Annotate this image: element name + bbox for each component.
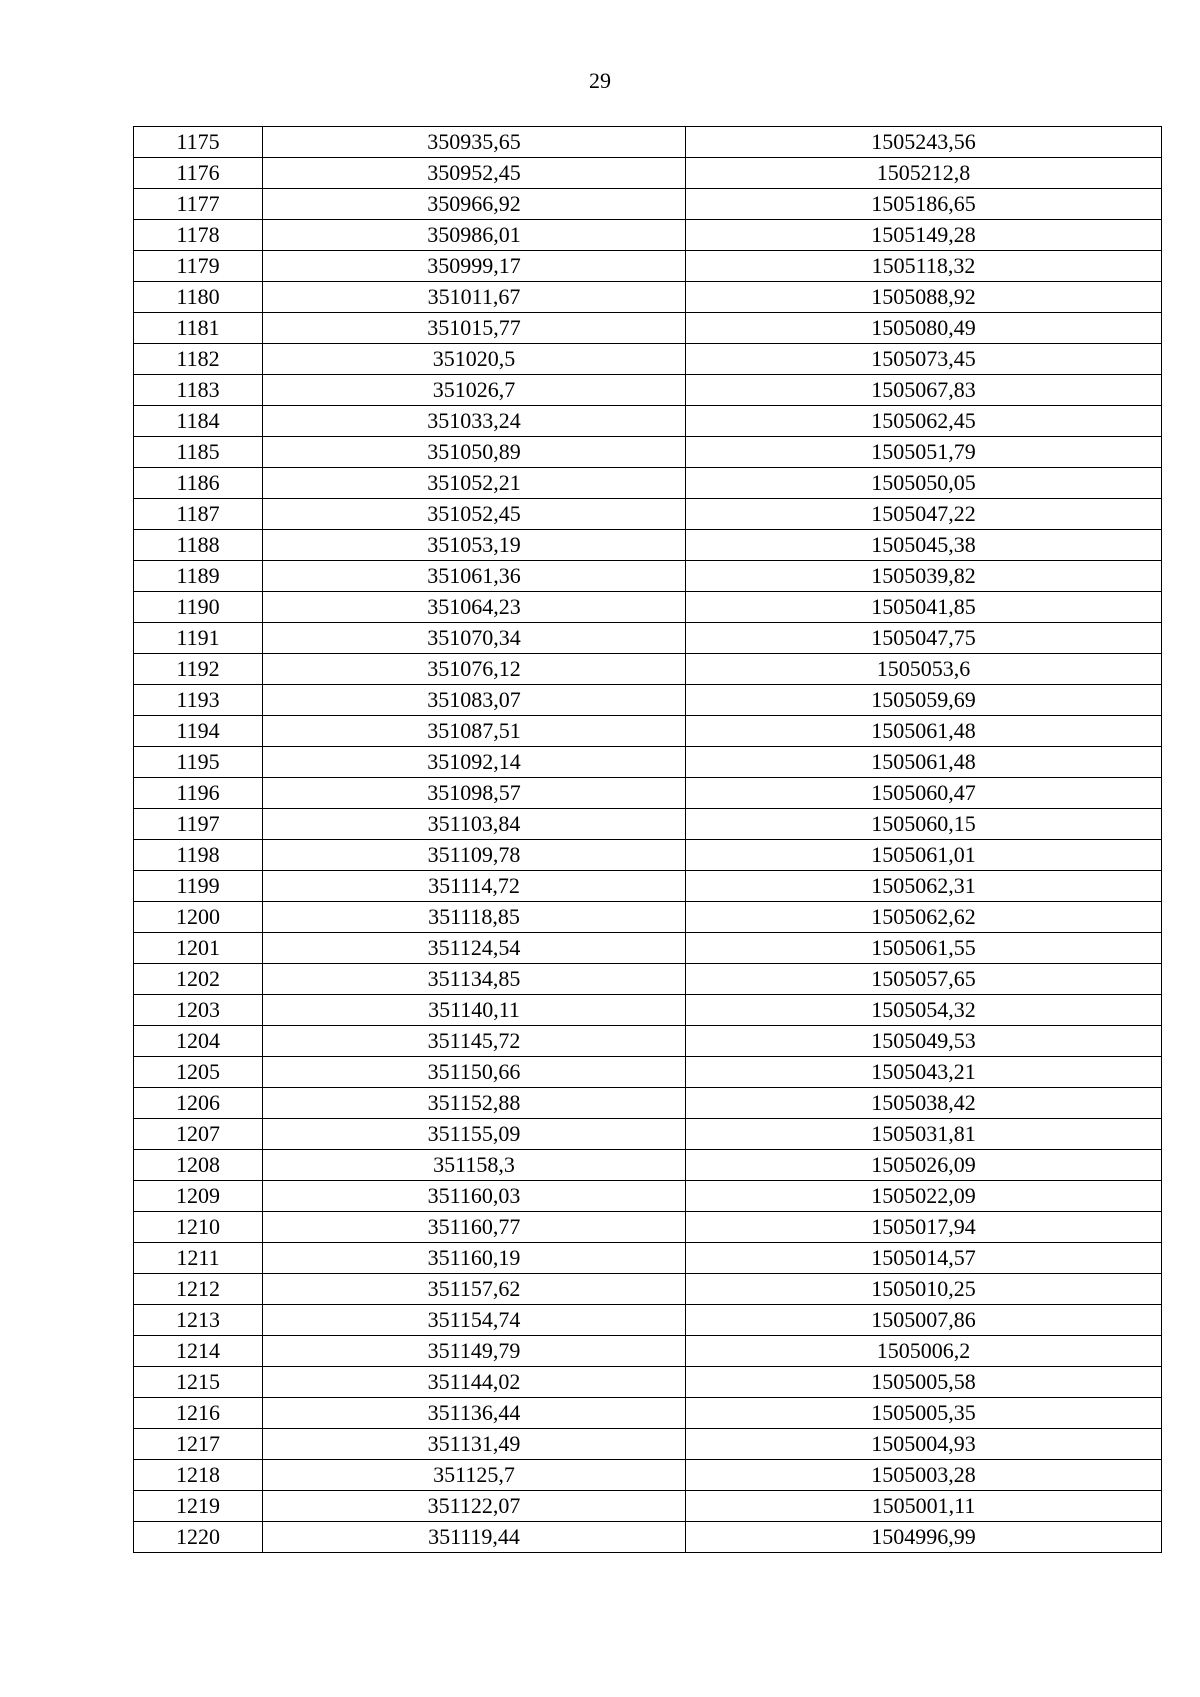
y-coordinate-cell: 1505014,57 <box>686 1243 1162 1274</box>
table-row <box>134 189 1162 220</box>
table-row <box>134 251 1162 282</box>
point-number-cell: 1178 <box>134 220 263 251</box>
point-number-cell: 1208 <box>134 1150 263 1181</box>
x-coordinate-cell: 351157,62 <box>263 1274 686 1305</box>
point-number-cell: 1209 <box>134 1181 263 1212</box>
point-number-cell: 1213 <box>134 1305 263 1336</box>
y-coordinate-cell: 1505062,62 <box>686 902 1162 933</box>
y-coordinate-cell: 1505061,55 <box>686 933 1162 964</box>
point-number-cell: 1219 <box>134 1491 263 1522</box>
y-coordinate-cell: 1505073,45 <box>686 344 1162 375</box>
table-row <box>134 1398 1162 1429</box>
point-number-cell: 1211 <box>134 1243 263 1274</box>
point-number-cell: 1176 <box>134 158 263 189</box>
y-coordinate-cell: 1505061,01 <box>686 840 1162 871</box>
point-number-cell: 1212 <box>134 1274 263 1305</box>
table-row <box>134 437 1162 468</box>
x-coordinate-cell: 351152,88 <box>263 1088 686 1119</box>
y-coordinate-cell: 1505053,6 <box>686 654 1162 685</box>
point-number-cell: 1199 <box>134 871 263 902</box>
y-coordinate-cell: 1505041,85 <box>686 592 1162 623</box>
table-row <box>134 1305 1162 1336</box>
x-coordinate-cell: 351149,79 <box>263 1336 686 1367</box>
table-row <box>134 716 1162 747</box>
x-coordinate-cell: 351083,07 <box>263 685 686 716</box>
x-coordinate-cell: 350986,01 <box>263 220 686 251</box>
y-coordinate-cell: 1505067,83 <box>686 375 1162 406</box>
x-coordinate-cell: 351064,23 <box>263 592 686 623</box>
x-coordinate-cell: 351155,09 <box>263 1119 686 1150</box>
y-coordinate-cell: 1505049,53 <box>686 1026 1162 1057</box>
point-number-cell: 1196 <box>134 778 263 809</box>
table-row <box>134 1150 1162 1181</box>
y-coordinate-cell: 1505054,32 <box>686 995 1162 1026</box>
point-number-cell: 1206 <box>134 1088 263 1119</box>
point-number-cell: 1217 <box>134 1429 263 1460</box>
x-coordinate-cell: 351118,85 <box>263 902 686 933</box>
x-coordinate-cell: 351098,57 <box>263 778 686 809</box>
x-coordinate-cell: 351134,85 <box>263 964 686 995</box>
x-coordinate-cell: 351145,72 <box>263 1026 686 1057</box>
table-row <box>134 840 1162 871</box>
table-row <box>134 158 1162 189</box>
point-number-cell: 1190 <box>134 592 263 623</box>
y-coordinate-cell: 1505059,69 <box>686 685 1162 716</box>
point-number-cell: 1198 <box>134 840 263 871</box>
table-row <box>134 1491 1162 1522</box>
y-coordinate-cell: 1505043,21 <box>686 1057 1162 1088</box>
table-row <box>134 902 1162 933</box>
y-coordinate-cell: 1505039,82 <box>686 561 1162 592</box>
point-number-cell: 1200 <box>134 902 263 933</box>
table-row <box>134 685 1162 716</box>
point-number-cell: 1194 <box>134 716 263 747</box>
x-coordinate-cell: 351109,78 <box>263 840 686 871</box>
table-row <box>134 654 1162 685</box>
point-number-cell: 1191 <box>134 623 263 654</box>
table-row <box>134 933 1162 964</box>
table-row <box>134 499 1162 530</box>
table-row <box>134 1181 1162 1212</box>
point-number-cell: 1184 <box>134 406 263 437</box>
y-coordinate-cell: 1505005,58 <box>686 1367 1162 1398</box>
y-coordinate-cell: 1505061,48 <box>686 747 1162 778</box>
y-coordinate-cell: 1505047,22 <box>686 499 1162 530</box>
table-row <box>134 1274 1162 1305</box>
y-coordinate-cell: 1505062,31 <box>686 871 1162 902</box>
point-number-cell: 1177 <box>134 189 263 220</box>
x-coordinate-cell: 351052,45 <box>263 499 686 530</box>
y-coordinate-cell: 1505212,8 <box>686 158 1162 189</box>
y-coordinate-cell: 1505080,49 <box>686 313 1162 344</box>
table-row <box>134 468 1162 499</box>
table-row <box>134 747 1162 778</box>
x-coordinate-cell: 351158,3 <box>263 1150 686 1181</box>
point-number-cell: 1204 <box>134 1026 263 1057</box>
table-row <box>134 1088 1162 1119</box>
x-coordinate-cell: 351103,84 <box>263 809 686 840</box>
x-coordinate-cell: 351087,51 <box>263 716 686 747</box>
point-number-cell: 1185 <box>134 437 263 468</box>
x-coordinate-cell: 351150,66 <box>263 1057 686 1088</box>
y-coordinate-cell: 1505118,32 <box>686 251 1162 282</box>
y-coordinate-cell: 1505038,42 <box>686 1088 1162 1119</box>
y-coordinate-cell: 1505031,81 <box>686 1119 1162 1150</box>
y-coordinate-cell: 1505186,65 <box>686 189 1162 220</box>
table-row <box>134 1522 1162 1553</box>
y-coordinate-cell: 1505003,28 <box>686 1460 1162 1491</box>
x-coordinate-cell: 351154,74 <box>263 1305 686 1336</box>
y-coordinate-cell: 1505045,38 <box>686 530 1162 561</box>
x-coordinate-cell: 351160,19 <box>263 1243 686 1274</box>
point-number-cell: 1187 <box>134 499 263 530</box>
point-number-cell: 1186 <box>134 468 263 499</box>
x-coordinate-cell: 351070,34 <box>263 623 686 654</box>
x-coordinate-cell: 351136,44 <box>263 1398 686 1429</box>
x-coordinate-cell: 351144,02 <box>263 1367 686 1398</box>
y-coordinate-cell: 1505057,65 <box>686 964 1162 995</box>
y-coordinate-cell: 1505061,48 <box>686 716 1162 747</box>
table-row <box>134 313 1162 344</box>
y-coordinate-cell: 1505243,56 <box>686 127 1162 158</box>
x-coordinate-cell: 351020,5 <box>263 344 686 375</box>
table-row <box>134 1429 1162 1460</box>
point-number-cell: 1175 <box>134 127 263 158</box>
x-coordinate-cell: 351015,77 <box>263 313 686 344</box>
table-row <box>134 809 1162 840</box>
table-row <box>134 778 1162 809</box>
table-row <box>134 964 1162 995</box>
table-row <box>134 530 1162 561</box>
x-coordinate-cell: 351160,03 <box>263 1181 686 1212</box>
x-coordinate-cell: 351053,19 <box>263 530 686 561</box>
point-number-cell: 1181 <box>134 313 263 344</box>
x-coordinate-cell: 351076,12 <box>263 654 686 685</box>
point-number-cell: 1188 <box>134 530 263 561</box>
x-coordinate-cell: 350999,17 <box>263 251 686 282</box>
table-row <box>134 592 1162 623</box>
x-coordinate-cell: 351052,21 <box>263 468 686 499</box>
point-number-cell: 1182 <box>134 344 263 375</box>
table-row <box>134 623 1162 654</box>
x-coordinate-cell: 351119,44 <box>263 1522 686 1553</box>
table-row <box>134 127 1162 158</box>
point-number-cell: 1192 <box>134 654 263 685</box>
table-row <box>134 1119 1162 1150</box>
y-coordinate-cell: 1505017,94 <box>686 1212 1162 1243</box>
x-coordinate-cell: 351125,7 <box>263 1460 686 1491</box>
table-row <box>134 1243 1162 1274</box>
point-number-cell: 1220 <box>134 1522 263 1553</box>
point-number-cell: 1201 <box>134 933 263 964</box>
x-coordinate-cell: 351050,89 <box>263 437 686 468</box>
y-coordinate-cell: 1505047,75 <box>686 623 1162 654</box>
x-coordinate-cell: 351114,72 <box>263 871 686 902</box>
page-number: 29 <box>589 68 611 93</box>
y-coordinate-cell: 1505149,28 <box>686 220 1162 251</box>
point-number-cell: 1183 <box>134 375 263 406</box>
x-coordinate-cell: 350966,92 <box>263 189 686 220</box>
y-coordinate-cell: 1505060,47 <box>686 778 1162 809</box>
table-row <box>134 1460 1162 1491</box>
point-number-cell: 1197 <box>134 809 263 840</box>
point-number-cell: 1218 <box>134 1460 263 1491</box>
coordinates-table <box>133 126 1162 1553</box>
point-number-cell: 1214 <box>134 1336 263 1367</box>
y-coordinate-cell: 1505010,25 <box>686 1274 1162 1305</box>
point-number-cell: 1180 <box>134 282 263 313</box>
x-coordinate-cell: 351140,11 <box>263 995 686 1026</box>
point-number-cell: 1205 <box>134 1057 263 1088</box>
table-row <box>134 1057 1162 1088</box>
table-row <box>134 282 1162 313</box>
point-number-cell: 1193 <box>134 685 263 716</box>
table-row <box>134 220 1162 251</box>
table-row <box>134 561 1162 592</box>
table-row <box>134 1367 1162 1398</box>
table-row <box>134 1026 1162 1057</box>
y-coordinate-cell: 1505060,15 <box>686 809 1162 840</box>
x-coordinate-cell: 351160,77 <box>263 1212 686 1243</box>
x-coordinate-cell: 351061,36 <box>263 561 686 592</box>
point-number-cell: 1179 <box>134 251 263 282</box>
x-coordinate-cell: 351092,14 <box>263 747 686 778</box>
table-row <box>134 344 1162 375</box>
table-row <box>134 871 1162 902</box>
x-coordinate-cell: 351124,54 <box>263 933 686 964</box>
x-coordinate-cell: 350952,45 <box>263 158 686 189</box>
table-row <box>134 406 1162 437</box>
point-number-cell: 1202 <box>134 964 263 995</box>
y-coordinate-cell: 1504996,99 <box>686 1522 1162 1553</box>
table-row <box>134 995 1162 1026</box>
y-coordinate-cell: 1505051,79 <box>686 437 1162 468</box>
point-number-cell: 1189 <box>134 561 263 592</box>
x-coordinate-cell: 351131,49 <box>263 1429 686 1460</box>
y-coordinate-cell: 1505007,86 <box>686 1305 1162 1336</box>
x-coordinate-cell: 351026,7 <box>263 375 686 406</box>
y-coordinate-cell: 1505088,92 <box>686 282 1162 313</box>
point-number-cell: 1215 <box>134 1367 263 1398</box>
table-row <box>134 375 1162 406</box>
y-coordinate-cell: 1505050,05 <box>686 468 1162 499</box>
x-coordinate-cell: 350935,65 <box>263 127 686 158</box>
point-number-cell: 1216 <box>134 1398 263 1429</box>
point-number-cell: 1210 <box>134 1212 263 1243</box>
y-coordinate-cell: 1505001,11 <box>686 1491 1162 1522</box>
y-coordinate-cell: 1505022,09 <box>686 1181 1162 1212</box>
y-coordinate-cell: 1505006,2 <box>686 1336 1162 1367</box>
y-coordinate-cell: 1505004,93 <box>686 1429 1162 1460</box>
y-coordinate-cell: 1505062,45 <box>686 406 1162 437</box>
y-coordinate-cell: 1505026,09 <box>686 1150 1162 1181</box>
y-coordinate-cell: 1505005,35 <box>686 1398 1162 1429</box>
table-body <box>134 127 1162 1553</box>
table-row <box>134 1212 1162 1243</box>
point-number-cell: 1203 <box>134 995 263 1026</box>
table-row <box>134 1336 1162 1367</box>
x-coordinate-cell: 351033,24 <box>263 406 686 437</box>
x-coordinate-cell: 351122,07 <box>263 1491 686 1522</box>
point-number-cell: 1195 <box>134 747 263 778</box>
x-coordinate-cell: 351011,67 <box>263 282 686 313</box>
point-number-cell: 1207 <box>134 1119 263 1150</box>
